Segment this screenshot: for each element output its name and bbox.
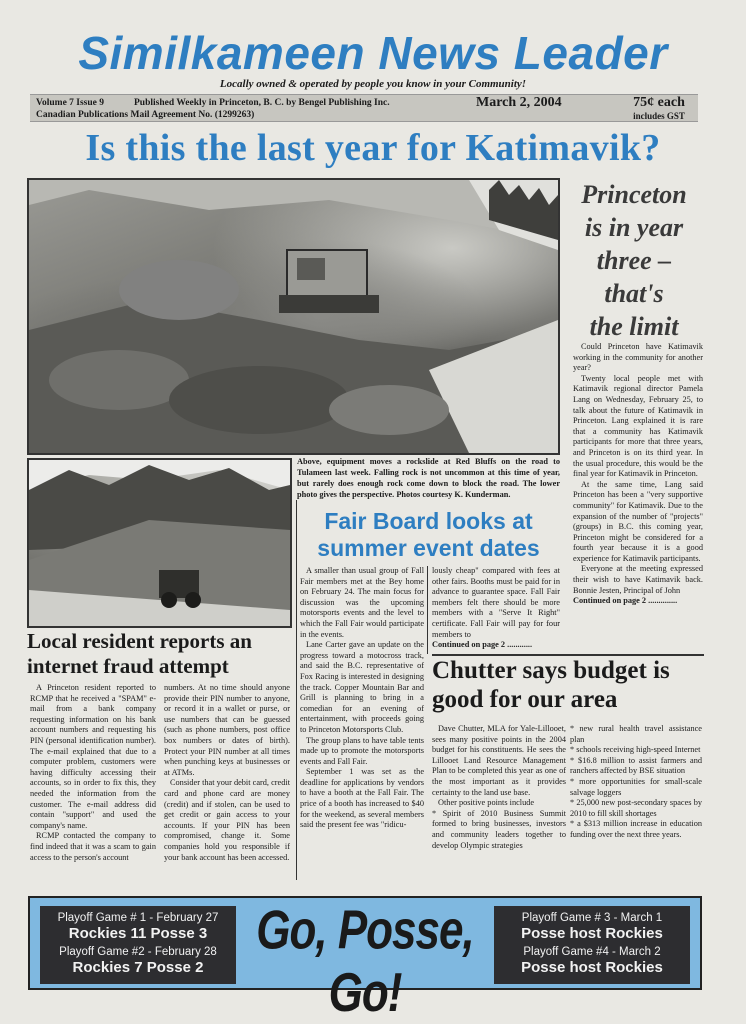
article-paragraph: Consider that your debit card, credit card and phone card are money (credit) and if stolen, can be used to get credit or gain access to your accounts. If your PIN has been compromised, change it. Some companies hold you responsible if your bank account has been accessed. bbox=[164, 778, 290, 862]
article-paragraph: Other positive points include bbox=[438, 798, 535, 808]
game-3-detail: Posse host Rockies bbox=[521, 925, 663, 942]
article-paragraph: * Spirit of 2010 Business Summit formed to bring businesses, investors and community leaders together to develop Olympic strategies bbox=[432, 808, 566, 850]
article-paragraph: Twenty local people met with Katimavik regional director Pamela Lang on Wednesday, February 25, to talk about the future of Katimavik in Princeton. Lang explained it is rare that a community has Katimavik participants for more that three years, and Princeton is on its third year. In the usual procedure, this would be the final year for Katimavik in Princeton. bbox=[573, 373, 703, 479]
rockslide-photo bbox=[27, 178, 560, 455]
continued-link[interactable]: Continued on page 2 .............. bbox=[573, 596, 678, 606]
column-divider bbox=[427, 566, 428, 654]
fair-board-column-2 bbox=[432, 566, 560, 651]
issue-price: 75¢ each bbox=[633, 95, 685, 110]
info-bar bbox=[30, 94, 698, 122]
article-paragraph: lously cheap" compared with fees at other fairs. Booths must be paid for in advance to guarantee space. Fall Fair members felt there should be more members with a "Serve It Right" certificate. Fall Fair will pay for four members to bbox=[432, 566, 560, 639]
game-2-score: Rockies 7 Posse 2 bbox=[72, 959, 204, 976]
article-paragraph: At the same time, Lang said Princeton has been a "very supportive community" for Katimavik. Due to the expansion of the number of "projects" (groups) in B.C. this coming year, Princeton might be considered for a fourth year because it is a good experience for Katimavik participants. bbox=[573, 479, 703, 563]
game-1-score: Rockies 11 Posse 3 bbox=[68, 925, 208, 942]
issue-volume: Volume 7 Issue 9 bbox=[36, 98, 105, 108]
mail-agreement: Canadian Publications Mail Agreement No. (1299263) bbox=[36, 110, 255, 120]
chutter-column-2 bbox=[570, 724, 702, 841]
game-1-title: Playoff Game # 1 - February 27 bbox=[57, 912, 219, 924]
publisher-line: Published Weekly in Princeton, B. C. by Bengel Publishing Inc. bbox=[134, 98, 390, 108]
article-paragraph: The group plans to have table tents made up to promote the motorsports events and Fall Fair. bbox=[300, 735, 424, 766]
katimavik-headline-line: Princeton bbox=[581, 180, 687, 209]
game-4-title: Playoff Game #4 - March 2 bbox=[523, 946, 661, 958]
main-headline: Is this the last year for Katimavik? bbox=[85, 127, 661, 169]
fraud-headline: Local resident reports an internet fraud attempt bbox=[27, 629, 252, 678]
chutter-column-1 bbox=[432, 724, 566, 851]
section-divider bbox=[296, 500, 297, 880]
game-3-title: Playoff Game # 3 - March 1 bbox=[521, 912, 663, 924]
newspaper-title: Similkameen News Leader bbox=[78, 27, 668, 79]
banner-slogan: Go, Posse, Go! bbox=[256, 899, 474, 1024]
rockslide-perspective-photo bbox=[27, 458, 292, 628]
playoff-results-box bbox=[40, 906, 236, 984]
article-paragraph: RCMP contacted the company to find indeed that it was a scam to gain access to the person's account bbox=[30, 831, 156, 862]
article-paragraph: A Princeton resident reported to RCMP that he received a "SPAM" e-mail from a bank company requesting information on his bank account numbers and requesting his PIN (personal identification number). The e-mail explained that due to a computer problem, customers were having difficulty accessing their accounts, so in order to fix this, they needed the information from the customer. The e-mail address did contain "support" and used the company's name. bbox=[30, 683, 156, 830]
game-2-title: Playoff Game #2 - February 28 bbox=[59, 946, 217, 958]
katimavik-headline-line: the limit bbox=[589, 312, 679, 341]
article-paragraph: Could Princeton have Katimavik working in the community for another year? bbox=[573, 342, 703, 373]
tagline: Locally owned & operated by people you know in your Community! bbox=[219, 78, 527, 90]
article-paragraph: A smaller than usual group of Fall Fair members met at the Bey home on February 24. The main focus for discussion was the upcoming motorsports events and the level to which the Fall Fair would participate in the events. bbox=[300, 566, 424, 639]
katimavik-headline-line: that's bbox=[604, 279, 664, 308]
continued-link[interactable]: Continued on page 2 ............ bbox=[432, 640, 533, 650]
list-item: * schools receiving high-speed Internet bbox=[570, 745, 701, 755]
katimavik-headline-line: three – bbox=[596, 246, 672, 275]
fraud-column-1 bbox=[30, 683, 156, 863]
katimavik-headline bbox=[564, 178, 704, 343]
article-paragraph: Dave Chutter, MLA for Yale-Lillooet, sees many positive points in the 2004 budget for his constituents. He sees the Lillooet Land Resource Management Plan to be completed this year as one of the most important as it provides certainty to the land use base. bbox=[432, 724, 566, 797]
chutter-headline: Chutter says budget is good for our area bbox=[432, 657, 670, 713]
article-paragraph: numbers. At no time should anyone provide their PIN number to anyone, or record it in a wallet or purse, or use numbers that can be guessed (such as phone numbers, post office box numbers or dates of birth). Protect your PIN number at all times when punching keys at businesses or at ATMs. bbox=[164, 683, 290, 777]
article-paragraph: September 1 was set as the deadline for applications by vendors to have a booth at the Fall Fair. The price of a booth has increased to $40 for the weekend, as several members said the present fee was "ridicu- bbox=[300, 767, 424, 830]
list-item: * a $313 million increase in education funding over the next three years. bbox=[570, 819, 702, 839]
list-item: * $16.8 million to assist farmers and ranchers affected by BSE situation bbox=[570, 755, 702, 776]
fair-board-column-1 bbox=[300, 566, 424, 831]
article-paragraph: Lane Carter gave an update on the progress toward a motocross track, and said the B.C. representative of Fox Racing is interested in designing the track. Copper Mountain Bar and Grill is planning to bring in a comedian for an evening of entertainment, with proceeds going to Princeton Motorsports Club. bbox=[300, 640, 424, 734]
fraud-column-2 bbox=[164, 683, 290, 863]
list-item: * new rural health travel assistance plan bbox=[570, 724, 702, 744]
katimavik-article bbox=[573, 342, 703, 607]
issue-date: March 2, 2004 bbox=[476, 95, 562, 110]
playoff-schedule-box bbox=[494, 906, 690, 984]
fair-board-headline: Fair Board looks at summer event dates bbox=[317, 508, 540, 561]
price-note: includes GST bbox=[633, 111, 685, 121]
playoff-banner bbox=[28, 896, 702, 1024]
photo-caption: Above, equipment moves a rockslide at Red Bluffs on the road to Tulameen last week. Falling rock is not uncommon at this time of year, but rarely does enough rock come down to block the road. The lower photo gives the perspective. Photos courtesy K. Kunderman. bbox=[297, 457, 560, 499]
list-item: * 25,000 new post-secondary spaces by 2010 to fill skill shortages bbox=[570, 798, 702, 818]
list-item: * more opportunities for small-scale salvage loggers bbox=[570, 776, 702, 797]
game-4-detail: Posse host Rockies bbox=[521, 959, 663, 976]
article-paragraph: Everyone at the meeting expressed their wish to have Katimavik back. Bonnie Jesten, Principal of John bbox=[573, 564, 703, 595]
katimavik-headline-line: is in year bbox=[584, 213, 684, 242]
